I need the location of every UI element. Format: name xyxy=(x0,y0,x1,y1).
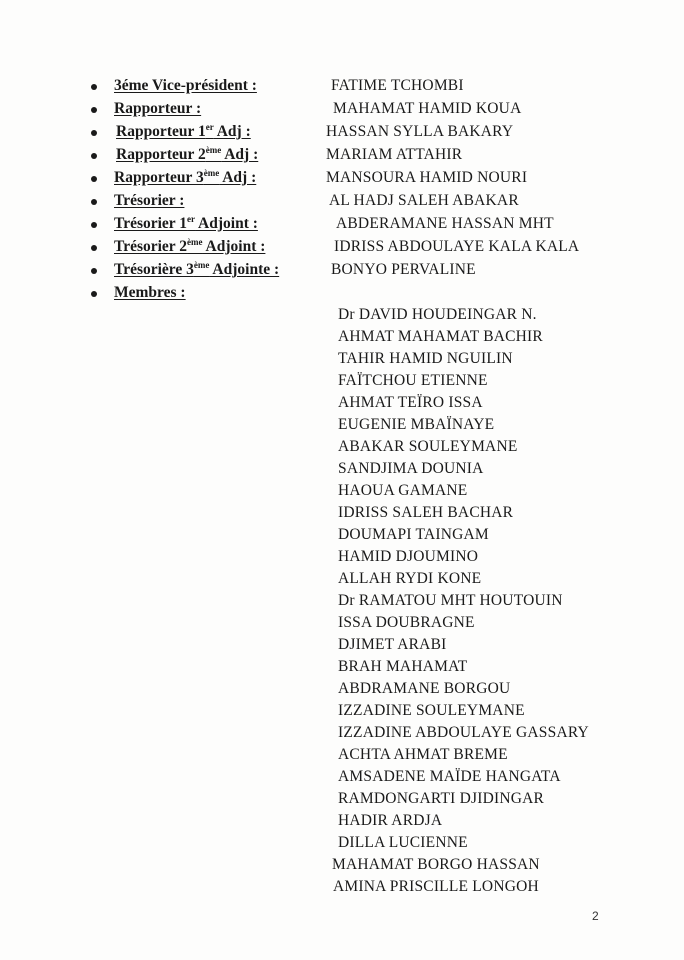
member-item: HADIR ARDJA xyxy=(338,812,443,829)
role-label: Rapporteur 2ème Adj : xyxy=(116,145,259,163)
role-name: FATIME TCHOMBI xyxy=(331,77,464,94)
role-row-tresorier-2-adjoint xyxy=(0,237,684,259)
role-label: Trésorière 3ème Adjointe : xyxy=(114,260,280,278)
role-name: MAHAMAT HAMID KOUA xyxy=(333,100,522,117)
role-row-rapporteur-2-adj xyxy=(0,145,684,167)
bullet-icon xyxy=(91,107,97,113)
bullet-icon xyxy=(91,199,97,205)
role-name: HASSAN SYLLA BAKARY xyxy=(326,123,514,140)
role-name: IDRISS ABDOULAYE KALA KALA xyxy=(334,238,580,255)
member-item: AMSADENE MAÏDE HANGATA xyxy=(338,768,561,785)
member-item: ABDRAMANE BORGOU xyxy=(338,680,511,697)
role-row-tresoriere-3-adjointe xyxy=(0,260,684,282)
role-label: Rapporteur 3ème Adj : xyxy=(114,168,257,186)
member-item: DJIMET ARABI xyxy=(338,636,447,653)
member-item: IZZADINE ABDOULAYE GASSARY xyxy=(338,724,589,741)
member-item: AHMAT TEÏRO ISSA xyxy=(338,394,483,411)
bullet-icon xyxy=(91,245,97,251)
role-label: Trésorier 1er Adjoint : xyxy=(114,214,258,232)
member-item: DOUMAPI TAINGAM xyxy=(338,526,489,543)
bullet-icon xyxy=(91,153,97,159)
role-label: Trésorier : xyxy=(114,192,185,209)
member-item: ACHTA AHMAT BREME xyxy=(338,746,508,763)
member-item: BRAH MAHAMAT xyxy=(338,658,468,675)
role-row-membres xyxy=(0,283,684,305)
bullet-icon xyxy=(91,222,97,228)
member-item: AHMAT MAHAMAT BACHIR xyxy=(338,328,543,345)
bullet-icon xyxy=(91,84,97,90)
role-label: Rapporteur 1er Adj : xyxy=(116,122,251,140)
member-item: Dr RAMATOU MHT HOUTOUIN xyxy=(338,592,563,609)
member-item: EUGENIE MBAÏNAYE xyxy=(338,416,495,433)
bullet-icon xyxy=(91,130,97,136)
member-item: Dr DAVID HOUDEINGAR N. xyxy=(338,306,537,323)
role-label: Trésorier 2ème Adjoint : xyxy=(114,237,266,255)
role-row-tresorier xyxy=(0,191,684,213)
member-item: IZZADINE SOULEYMANE xyxy=(338,702,525,719)
member-item: ABAKAR SOULEYMANE xyxy=(338,438,518,455)
page-number: 2 xyxy=(592,909,599,923)
role-row-vice-president-3 xyxy=(0,76,684,98)
role-row-rapporteur xyxy=(0,99,684,121)
member-item: SANDJIMA DOUNIA xyxy=(338,460,484,477)
member-item: FAÏTCHOU ETIENNE xyxy=(338,372,488,389)
role-name: MANSOURA HAMID NOURI xyxy=(326,169,528,186)
bullet-icon xyxy=(91,291,97,297)
member-item: RAMDONGARTI DJIDINGAR xyxy=(338,790,545,807)
role-name: AL HADJ SALEH ABAKAR xyxy=(329,192,519,209)
role-name: ABDERAMANE HASSAN MHT xyxy=(336,215,554,232)
member-item: IDRISS SALEH BACHAR xyxy=(338,504,514,521)
member-item: MAHAMAT BORGO HASSAN xyxy=(332,856,540,873)
member-item: TAHIR HAMID NGUILIN xyxy=(338,350,513,367)
bullet-icon xyxy=(91,176,97,182)
member-item: DILLA LUCIENNE xyxy=(338,834,468,851)
role-label: 3éme Vice-président : xyxy=(114,77,257,94)
member-item: AMINA PRISCILLE LONGOH xyxy=(333,878,539,895)
role-name: MARIAM ATTAHIR xyxy=(326,146,463,163)
member-item: HAOUA GAMANE xyxy=(338,482,468,499)
member-item: ALLAH RYDI KONE xyxy=(338,570,482,587)
member-item: HAMID DJOUMINO xyxy=(338,548,479,565)
role-row-rapporteur-3-adj xyxy=(0,168,684,190)
role-row-rapporteur-1-adj xyxy=(0,122,684,144)
role-name: BONYO PERVALINE xyxy=(331,261,476,278)
member-item: ISSA DOUBRAGNE xyxy=(338,614,475,631)
bullet-icon xyxy=(91,268,97,274)
role-label: Membres : xyxy=(114,284,186,301)
role-row-tresorier-1-adjoint xyxy=(0,214,684,236)
role-label: Rapporteur : xyxy=(114,100,202,117)
